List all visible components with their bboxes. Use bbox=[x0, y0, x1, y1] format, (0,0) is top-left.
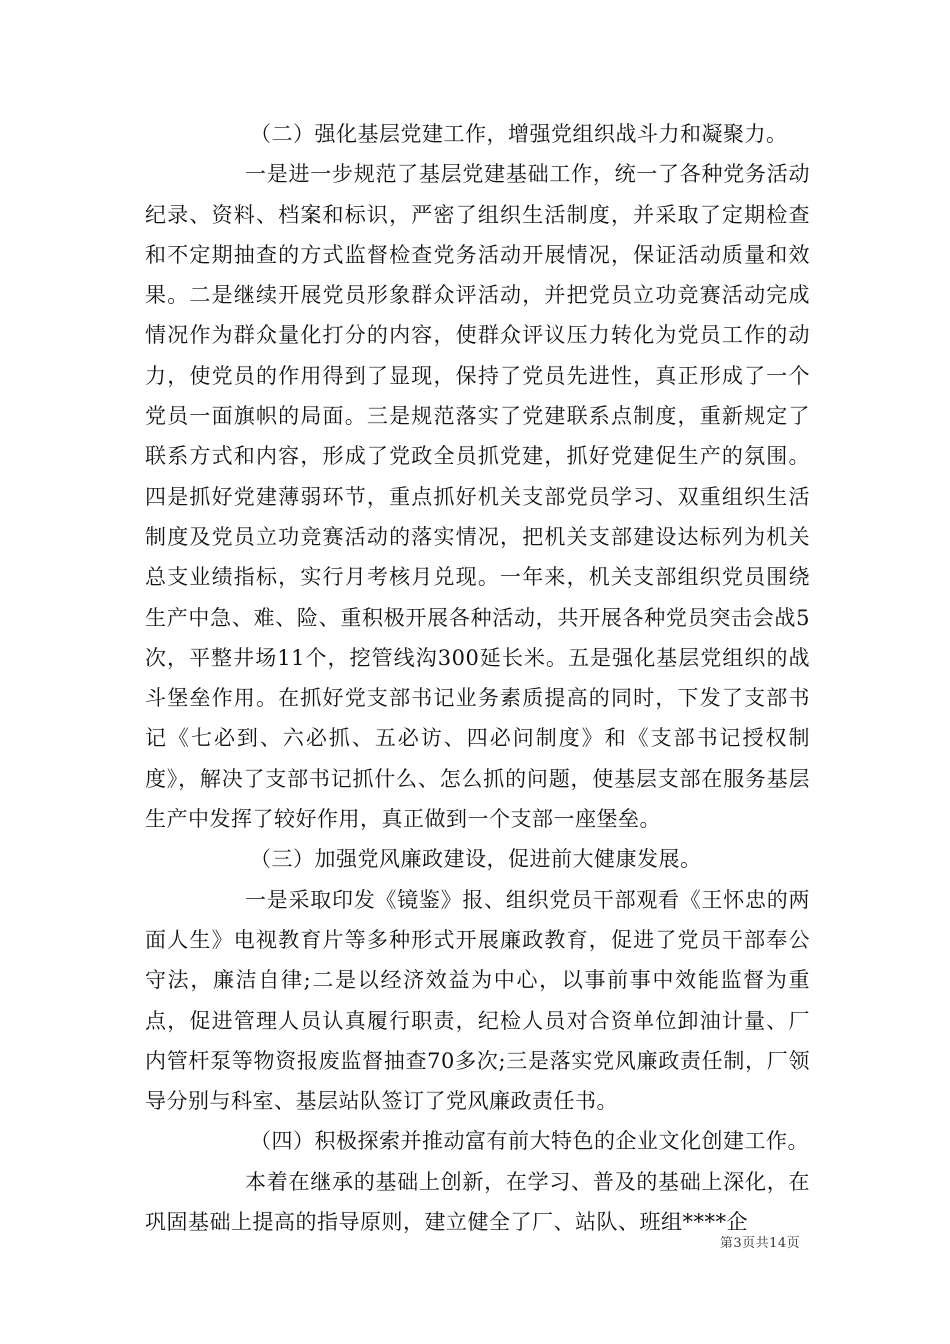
section-body-4: 本着在继承的基础上创新，在学习、普及的基础上深化，在巩固基础上提高的指导原则，建立健全了厂、站队、班组****企 bbox=[145, 1169, 810, 1235]
section-heading-3: （三）加强党风廉政建设，促进前大健康发展。 bbox=[250, 847, 702, 872]
page-footer bbox=[0, 1232, 950, 1251]
section-body-2: 一是进一步规范了基层党建基础工作，统一了各种党务活动纪录、资料、档案和标识，严密了组织生活制度，并采取了定期检查和不定期抽查的方式监督检查党务活动开展情况，保证活动质量和效果。二是继续开展党员形象群众评活动，并把党员立功竞赛活动完成情况作为群众量化打分的内容，使群众评议压力转化为党员工作的动力，使党员的作用得到了显现，保持了党员先进性，真正形成了一个党员一面旗帜的局面。三是规范落实了党建联系点制度，重新规定了联系方式和内容，形成了党政全员抓党建，抓好党建促生产的氛围。四是抓好党建薄弱环节，重点抓好机关支部党员学习、双重组织生活制度及党员立功竞赛活动的落实情况，把机关支部建设达标列为机关总支业绩指标，实行月考核月兑现。一年来，机关支部组织党员围绕生产中急、难、险、重积极开展各种活动，共开展各种党员突击会战5次，平整井场11个，挖管线沟300延长米。五是强化基层党组织的战斗堡垒作用。在抓好党支部书记业务素质提高的同时，下发了支部书记《七必到、六必抓、五必访、四必问制度》和《支部书记授权制度》，解决了支部书记抓什么、怎么抓的问题，使基层支部在服务基层生产中发挥了较好作用，真正做到一个支部一座堡垒。 bbox=[145, 162, 810, 832]
page-number: 第3页共14页 bbox=[719, 1236, 801, 1251]
section-body-3: 一是采取印发《镜鉴》报、组织党员干部观看《王怀忠的两面人生》电视教育片等多种形式开展廉政教育，促进了党员干部奉公守法，廉洁自律;二是以经济效益为中心，以事前事中效能监督为重点，促进管理人员认真履行职责，纪检人员对合资单位卸油计量、厂内管杆泵等物资报废监督抽查70多次;三是落实党风廉政责任制，厂领导分别与科室、基层站队签订了党风廉政责任书。 bbox=[145, 887, 810, 1114]
document-body bbox=[145, 114, 810, 1242]
section-heading-2: （二）强化基层党建工作，增强党组织战斗力和凝聚力。 bbox=[250, 122, 788, 146]
section-heading-4: （四）积极探索并推动富有前大特色的企业文化创建工作。 bbox=[250, 1129, 809, 1154]
